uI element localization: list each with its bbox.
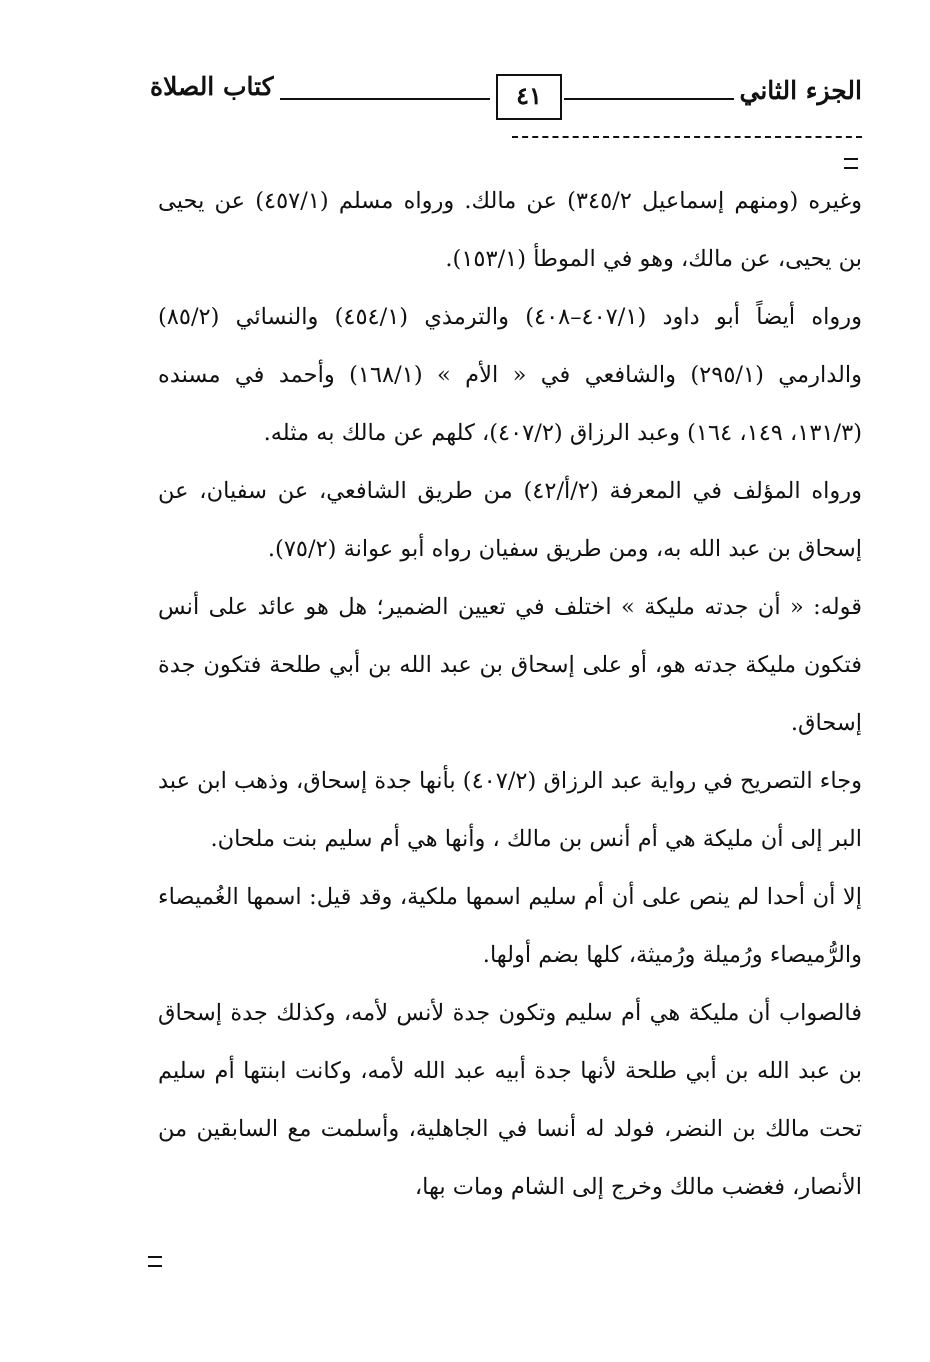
continuation-mark-top	[844, 158, 858, 169]
header-rule-right	[564, 98, 734, 100]
part-title: الجزء الثاني	[739, 76, 862, 105]
continuation-mark-bottom	[148, 1256, 162, 1267]
body-text	[158, 172, 862, 1216]
page-header	[150, 62, 862, 122]
paragraph-2: ورواه أيضاً أبو داود (٤٠٧/١–٤٠٨) والترمذي (٤٥٤/١) والنسائي (٨٥/٢) والدارمي (٢٩٥/١) والشافعي في « الأم » (١٦٨/١) وأحمد في مسنده (١٣١/٣، ١٤٩، ١٦٤) وعبد الرزاق (٤٠٧/٢)، كلهم عن مالك به مثله.	[158, 304, 862, 446]
book-title: كتاب الصلاة	[150, 72, 274, 101]
paragraph-3: ورواه المؤلف في المعرفة (٢/أ/٤٢) من طريق الشافعي، عن سفيان، عن إسحاق بن عبد الله به، ومن طريق سفيان رواه أبو عوانة (٧٥/٢).	[158, 478, 862, 562]
paragraph-6: إلا أن أحدا لم ينص على أن أم سليم اسمها ملكية، وقد قيل: اسمها الغُميصاء والرُّميصاء ورُميلة ورُميثة، كلها بضم أولها.	[158, 884, 862, 968]
header-rule-left	[280, 98, 490, 100]
paragraph-5: وجاء التصريح في رواية عبد الرزاق (٤٠٧/٢) بأنها جدة إسحاق، وذهب ابن عبد البر إلى أن مليكة هي أم أنس بن مالك ، وأنها هي أم سليم بنت ملحان.	[158, 768, 862, 852]
footnote-separator-dashes	[512, 136, 862, 138]
paragraph-7: فالصواب أن مليكة هي أم سليم وتكون جدة لأنس لأمه، وكذلك جدة إسحاق بن عبد الله بن أبي طلحة لأنها جدة أبيه عبد الله لأمه، وكانت ابنتها أم سليم تحت مالك بن النضر، فولد له أنسا في الجاهلية، وأسلمت مع السابقين من الأنصار، فغضب مالك وخرج إلى الشام ومات بها،	[158, 1000, 862, 1200]
paragraph-4: قوله: « أن جدته مليكة » اختلف في تعيين الضمير؛ هل هو عائد على أنس فتكون مليكة جدته هو، أو على إسحاق بن عبد الله بن أبي طلحة فتكون جدة إسحاق.	[158, 594, 862, 736]
paragraph-1: وغيره (ومنهم إسماعيل ٣٤٥/٢) عن مالك. ورواه مسلم (٤٥٧/١) عن يحيى بن يحيى، عن مالك، وهو في الموطأ (١٥٣/١).	[158, 188, 863, 272]
page-number: ٤١	[496, 74, 562, 120]
